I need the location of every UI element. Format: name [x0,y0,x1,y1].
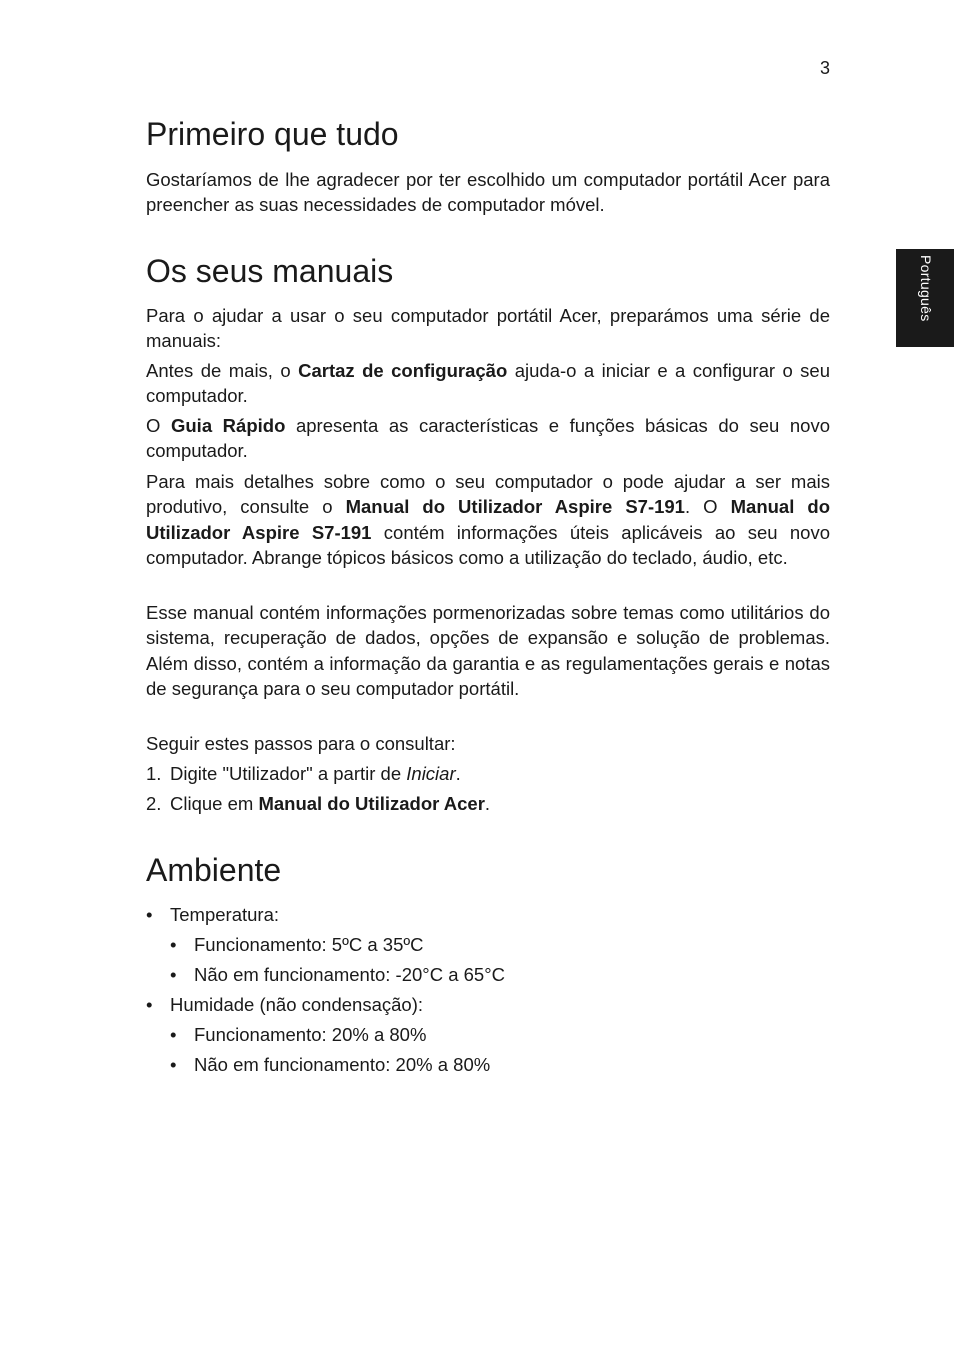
user-manual-name: Manual do Utilizador Aspire S7-191 [345,496,685,518]
language-tab [896,249,954,347]
bullet-hum-operating: • Funcionamento: 20% a 80% [170,1024,427,1045]
manuals-paragraph-1: Para o ajudar a usar o seu computador portátil Acer, preparámos uma série de manuais: [146,305,830,352]
page-number: 3 [819,58,830,78]
heading-ambiente: Ambiente [146,852,282,888]
manuals-paragraph-3: O Guia Rápido apresenta as características e funções básicas do seu novo computador. [146,415,831,462]
quick-guide-name: Guia Rápido [170,415,286,436]
bullet-hum-non-operating: • Não em funcionamento: 20% a 80% [170,1054,491,1075]
manuals-paragraph-5: Esse manual contém informações pormenorizadas sobre temas como utilitários do sistema, recuperação de dados, opções de expansão e solução de problemas. Além disso, contém a informação da garantia e as regulamentações gerais e notas de segurança para o seu computador portátil. [146,602,830,699]
setup-poster-name: Cartaz de configuração [298,360,508,381]
heading-primeiro-que-tudo: Primeiro que tudo [146,116,399,152]
user-manual-name-2: Manual do Utilizador Aspire S7-191 [146,496,831,543]
manuals-paragraph-2: Antes de mais, o Cartaz de configuração ajuda-o a iniciar e a configurar o seu computador. [146,360,831,407]
bullet-temperature: • Temperatura: [146,904,279,925]
bullet-temp-non-operating: • Não em funcionamento: -20°C a 65°C [170,964,505,985]
bullet-temp-operating: • Funcionamento: 5ºC a 35ºC [170,934,424,955]
step-1: 1. Digite "Utilizador" a partir de Iniciar. [146,763,461,784]
step-2: 2. Clique em Manual do Utilizador Acer. [146,793,491,814]
manuals-paragraph-6: Seguir estes passos para o consultar: [146,733,456,754]
bullet-humidity: • Humidade (não condensação): [146,994,423,1015]
heading-os-seus-manuais: Os seus manuais [146,253,394,289]
intro-paragraph: Gostaríamos de lhe agradecer por ter escolhido um computador portátil Acer para preencher as suas necessidades de computador móvel. [146,169,830,216]
manuals-paragraph-4: Para mais detalhes sobre como o seu computador o pode ajudar a ser mais produtivo, consulte o Manual do Utilizador Aspire S7-191. O Manual do Utilizador Aspire S7-191 contém informações úteis aplicáveis ao seu novo computador. Abrange tópicos básicos como a utilização do teclado, áudio, etc. [146,471,831,568]
language-tab-label: Português [918,255,934,322]
